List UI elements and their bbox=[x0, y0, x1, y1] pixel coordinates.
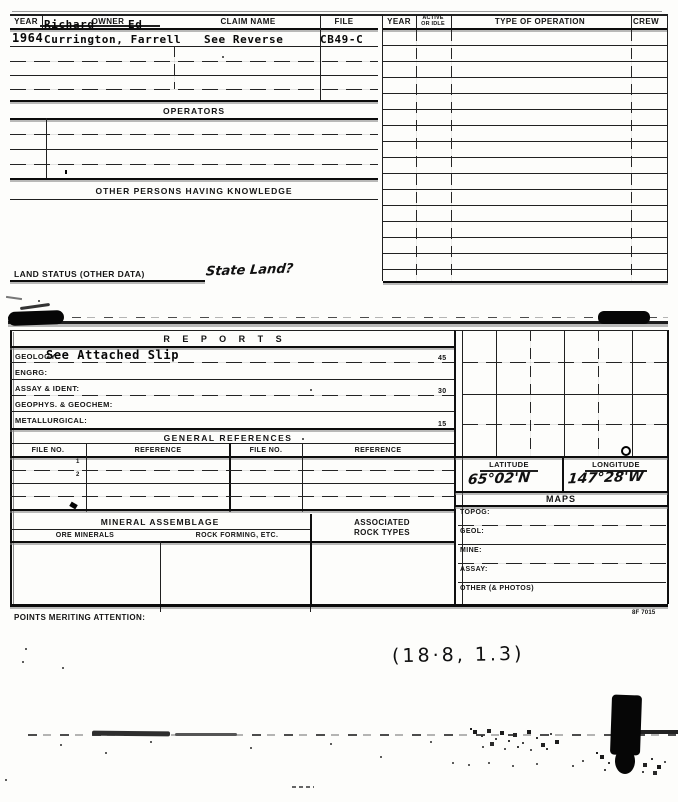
gen-ref-col-ref2: REFERENCE bbox=[354, 447, 402, 454]
reports-section-title: R E P O R T S bbox=[163, 334, 287, 344]
rule bbox=[416, 30, 417, 281]
rule bbox=[160, 607, 161, 612]
rule bbox=[10, 14, 668, 16]
longitude-handwritten-value: 147°28'W bbox=[566, 468, 645, 488]
rule bbox=[160, 541, 161, 604]
line-number-45: 45 bbox=[438, 355, 447, 362]
land-status-label: LAND STATUS (OTHER DATA) bbox=[14, 269, 145, 279]
grid-line bbox=[462, 424, 668, 425]
rule bbox=[13, 332, 14, 604]
maps-geol-label: GEOL: bbox=[460, 528, 485, 535]
rule bbox=[10, 529, 310, 530]
scan-smudge bbox=[292, 786, 314, 788]
speck bbox=[105, 752, 107, 754]
rule bbox=[383, 281, 668, 283]
col-header-crew: CREW bbox=[632, 17, 660, 26]
operators-section-title: OPERATORS bbox=[162, 106, 226, 116]
scan-speckle-cluster bbox=[470, 728, 472, 730]
rule bbox=[455, 505, 668, 507]
rule bbox=[10, 541, 455, 543]
rule bbox=[10, 100, 378, 102]
table-row-line bbox=[10, 134, 378, 135]
scan-smudge bbox=[175, 733, 237, 736]
table-row-line bbox=[10, 75, 378, 76]
scan-blotch bbox=[598, 311, 650, 324]
associated-rock-types-line2: ROCK TYPES bbox=[353, 528, 411, 537]
rule bbox=[631, 14, 632, 28]
geophys-geochem-label: GEOPHYS. & GEOCHEM: bbox=[15, 400, 113, 409]
speck bbox=[430, 741, 432, 743]
land-status-handwritten-value: State Land? bbox=[205, 261, 295, 280]
associated-rock-types-line1: ASSOCIATED bbox=[354, 518, 410, 527]
rule bbox=[229, 443, 231, 512]
separator-rule bbox=[8, 321, 668, 324]
grid-line bbox=[462, 362, 668, 363]
speck bbox=[250, 747, 252, 749]
rule bbox=[10, 362, 455, 363]
gen-ref-col-file2: FILE NO. bbox=[249, 447, 283, 454]
speck bbox=[310, 389, 312, 391]
table-row-line bbox=[10, 470, 455, 471]
speck bbox=[380, 756, 382, 758]
speck bbox=[452, 762, 454, 764]
rule bbox=[631, 30, 632, 281]
latitude-handwritten-value: 65°02'N bbox=[467, 469, 531, 489]
grid-line bbox=[564, 330, 565, 456]
points-meriting-attention-label: POINTS MERITING ATTENTION: bbox=[14, 613, 146, 622]
rule bbox=[10, 443, 455, 444]
speck bbox=[302, 438, 304, 440]
other-persons-section-title: OTHER PERSONS HAVING KNOWLEDGE bbox=[95, 186, 293, 196]
grid-line bbox=[598, 330, 599, 456]
rule bbox=[458, 563, 666, 564]
speck bbox=[150, 741, 152, 743]
rule bbox=[382, 14, 383, 281]
gen-ref-row-mark-2: 2 bbox=[76, 472, 80, 478]
rule bbox=[451, 30, 452, 281]
rule bbox=[458, 582, 666, 583]
claim-row-file: CB49-C bbox=[320, 33, 364, 46]
rule bbox=[10, 411, 455, 412]
maps-mine-label: MINE: bbox=[460, 547, 482, 554]
scan-smudge bbox=[92, 731, 170, 737]
mineral-assemblage-title: MINERAL ASSEMBLAGE bbox=[100, 517, 220, 527]
ore-minerals-col-header: ORE MINERALS bbox=[55, 532, 115, 539]
grid-line bbox=[632, 330, 633, 456]
rule bbox=[174, 46, 175, 89]
speck bbox=[512, 765, 514, 767]
rule bbox=[10, 604, 668, 607]
speck bbox=[222, 56, 224, 58]
rule bbox=[10, 428, 455, 430]
overtyped-owner-last: Ed bbox=[128, 18, 143, 31]
col-header-active-line1: ACTIVE bbox=[422, 15, 444, 21]
gen-ref-col-ref1: REFERENCE bbox=[134, 447, 182, 454]
rule bbox=[86, 443, 87, 512]
maps-other-label: OTHER (& PHOTOS) bbox=[460, 585, 534, 592]
rule bbox=[458, 544, 666, 545]
rule bbox=[10, 379, 455, 380]
scan-smudge bbox=[20, 303, 50, 310]
rule bbox=[10, 178, 378, 180]
maps-assay-label: ASSAY: bbox=[460, 566, 488, 573]
col-header-owner: OWNER bbox=[91, 17, 125, 26]
grid-line bbox=[496, 330, 497, 456]
speck bbox=[488, 762, 490, 764]
rule bbox=[454, 330, 456, 604]
scan-smudge bbox=[640, 730, 678, 734]
grid-line bbox=[462, 394, 668, 395]
col-header-active-line2: OR IDLE bbox=[421, 21, 445, 27]
rule bbox=[310, 514, 312, 604]
rule bbox=[10, 509, 455, 511]
rule bbox=[10, 280, 205, 282]
table-row-line bbox=[10, 46, 378, 47]
operations-empty-rows bbox=[383, 30, 667, 276]
rule bbox=[10, 330, 455, 331]
general-references-title: GENERAL REFERENCES bbox=[163, 433, 293, 443]
circle-mark bbox=[621, 446, 631, 456]
scan-blotch bbox=[8, 310, 64, 326]
rule bbox=[416, 14, 417, 28]
scan-speckle-cluster bbox=[596, 752, 598, 754]
col-header-type-of-operation: TYPE OF OPERATION bbox=[494, 17, 586, 26]
col-header-year-2: YEAR bbox=[387, 17, 411, 26]
rule bbox=[667, 330, 669, 604]
rule bbox=[12, 11, 662, 12]
gen-ref-row-mark-1: 1 bbox=[76, 459, 80, 465]
geology-value: See Attached Slip bbox=[46, 348, 180, 362]
col-header-claim-name: CLAIM NAME bbox=[220, 17, 276, 26]
rule bbox=[562, 456, 564, 491]
rock-forming-col-header: ROCK FORMING, ETC. bbox=[195, 532, 279, 539]
speck bbox=[62, 667, 64, 669]
speck bbox=[65, 170, 67, 174]
geology-label: GEOLOGY: bbox=[15, 352, 59, 361]
maps-section-title: MAPS bbox=[545, 494, 577, 504]
claim-row-year: 1964 bbox=[12, 31, 44, 45]
coordinates-note-handwritten: (18·8, 1.3) bbox=[391, 642, 525, 668]
longitude-label: LONGITUDE bbox=[592, 460, 640, 469]
form-number: 8F 7015 bbox=[632, 610, 656, 616]
rule bbox=[458, 525, 666, 526]
ink-blob bbox=[615, 748, 635, 774]
metallurgical-label: METALLURGICAL: bbox=[15, 416, 88, 425]
rule bbox=[302, 443, 303, 512]
claim-row-owner: Currington, Farrell bbox=[44, 33, 182, 46]
speck bbox=[22, 661, 24, 663]
rule bbox=[455, 491, 668, 493]
rule bbox=[8, 317, 668, 318]
rule bbox=[383, 28, 668, 30]
rule bbox=[667, 14, 668, 281]
claim-row-claim-name: See Reverse bbox=[204, 33, 284, 46]
table-row-line bbox=[10, 61, 378, 62]
table-row-line bbox=[10, 483, 455, 484]
rule bbox=[320, 14, 321, 28]
table-row-line bbox=[10, 89, 378, 90]
speck bbox=[38, 300, 40, 302]
speck bbox=[330, 743, 332, 745]
speck bbox=[468, 764, 470, 766]
table-row-line bbox=[10, 149, 378, 150]
engrg-label: ENGRG: bbox=[15, 368, 48, 377]
maps-topog-label: TOPOG: bbox=[460, 509, 490, 516]
latitude-label: LATITUDE bbox=[489, 460, 529, 469]
rule bbox=[310, 607, 311, 612]
speck bbox=[25, 648, 27, 650]
table-row-line bbox=[10, 164, 378, 165]
assay-ident-label: ASSAY & IDENT: bbox=[15, 384, 80, 393]
rule bbox=[46, 118, 47, 178]
col-header-file: FILE bbox=[334, 17, 354, 26]
rule bbox=[10, 330, 12, 604]
speck bbox=[5, 779, 7, 781]
rule bbox=[10, 456, 455, 458]
table-row-line bbox=[10, 496, 455, 497]
col-header-year: YEAR bbox=[14, 17, 38, 26]
ink-blob bbox=[610, 694, 642, 755]
speck bbox=[60, 744, 62, 746]
overtyped-owner-first: Richard bbox=[44, 18, 95, 31]
gen-ref-col-file1: FILE NO. bbox=[31, 447, 65, 454]
rule bbox=[10, 395, 455, 396]
line-number-30: 30 bbox=[438, 388, 447, 395]
grid-line bbox=[530, 330, 531, 456]
rule bbox=[10, 118, 378, 120]
scan-smudge bbox=[6, 296, 22, 300]
line-number-15: 15 bbox=[438, 421, 447, 428]
speck bbox=[536, 763, 538, 765]
rule bbox=[451, 14, 452, 28]
rule bbox=[10, 199, 378, 200]
rule bbox=[455, 330, 668, 331]
